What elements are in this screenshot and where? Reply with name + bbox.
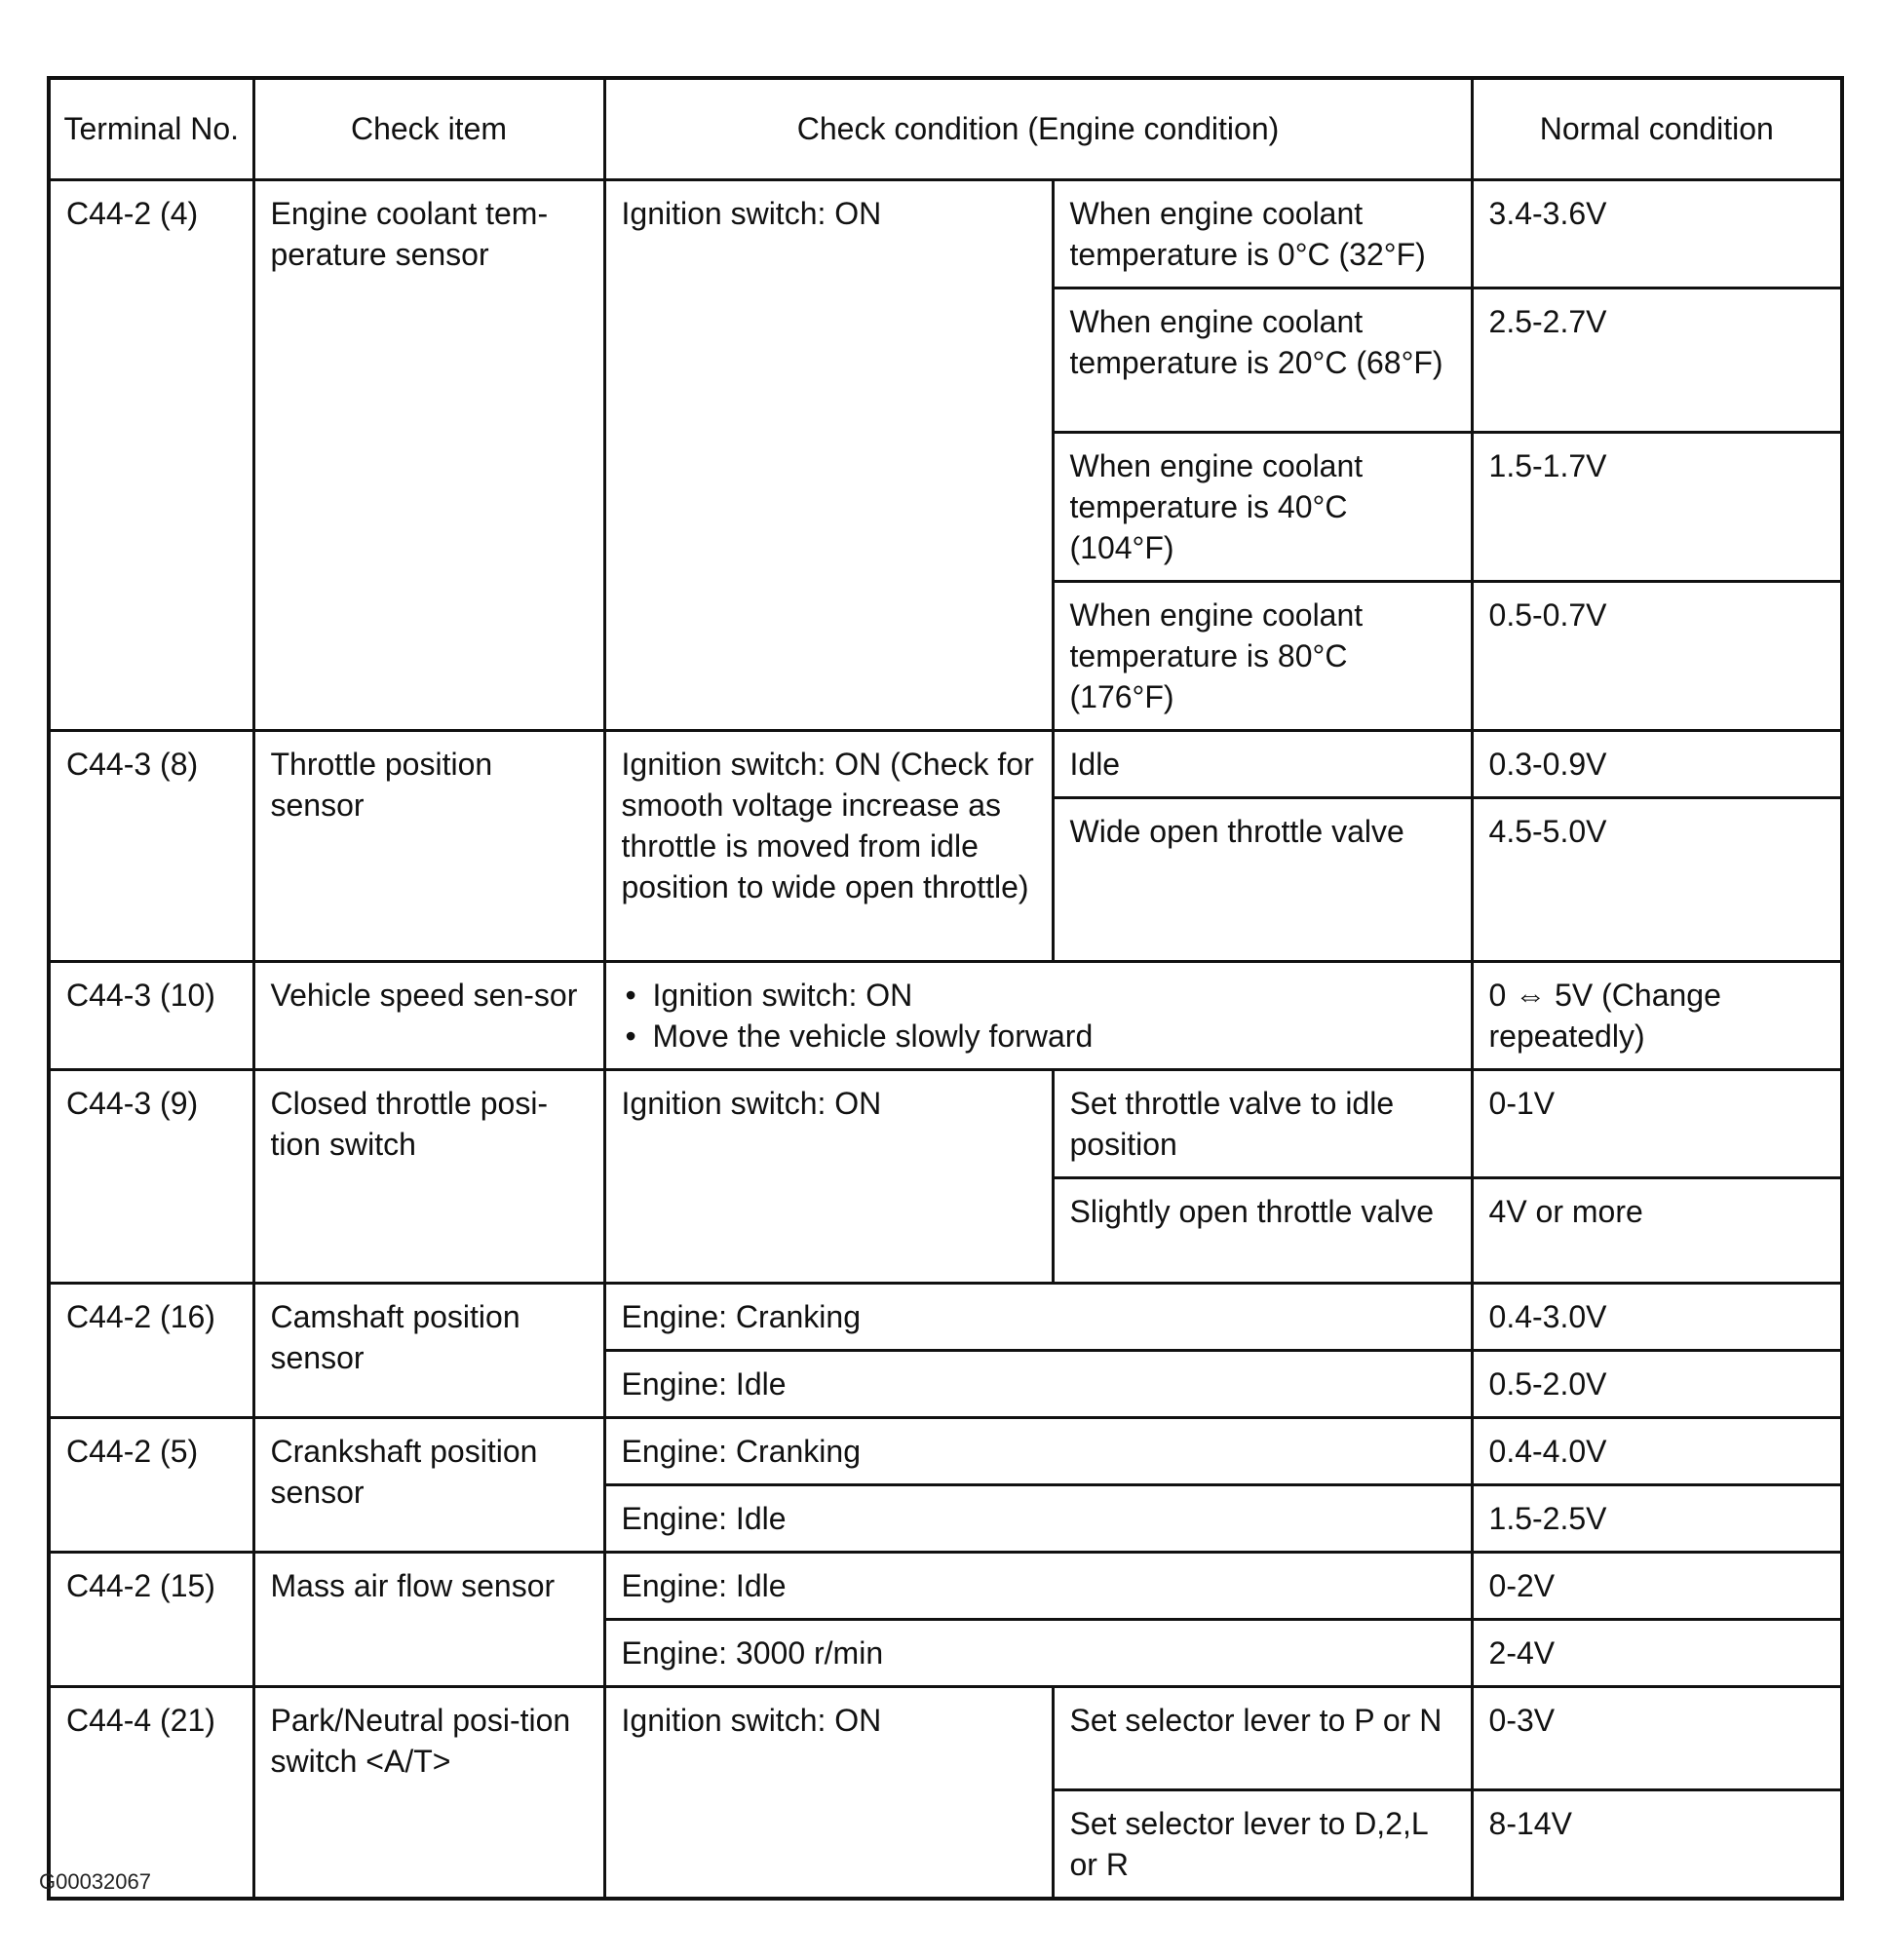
header-check-condition: Check condition (Engine condition): [604, 78, 1472, 179]
terminal-cell: C44-2 (16): [49, 1283, 253, 1417]
condition-detail-cell: Engine: 3000 r/min: [604, 1619, 1472, 1686]
condition-cell: Ignition switch: ON: [604, 1686, 1053, 1899]
check-item-cell: Park/Neutral posi-tion switch <A/T>: [253, 1686, 604, 1899]
normal-value-cell: 2-4V: [1472, 1619, 1842, 1686]
normal-value-cell: 0.3-0.9V: [1472, 730, 1842, 797]
bullet-item: • Ignition switch: ON: [653, 975, 1455, 1016]
terminal-cell: C44-3 (9): [49, 1069, 253, 1283]
condition-detail-cell: When engine coolant temperature is 0°C (32°F): [1053, 179, 1472, 288]
normal-value-cell: 8-14V: [1472, 1789, 1842, 1899]
condition-detail-cell: Engine: Idle: [604, 1350, 1472, 1417]
check-item-cell: Closed throttle posi-tion switch: [253, 1069, 604, 1283]
normal-value-cell: 0.5-2.0V: [1472, 1350, 1842, 1417]
normal-value-cell: 0 ⇔ 5V (Change repeatedly): [1472, 961, 1842, 1069]
normal-value-cell: 1.5-1.7V: [1472, 432, 1842, 581]
specification-table: [47, 76, 1844, 1901]
table-row: [49, 179, 1842, 288]
header-normal-condition: Normal condition: [1472, 78, 1842, 179]
table-row: [49, 1417, 1842, 1484]
condition-detail-cell: Wide open throttle valve: [1053, 797, 1472, 961]
check-item-cell: Mass air flow sensor: [253, 1552, 604, 1686]
normal-value-cell: 0.4-4.0V: [1472, 1417, 1842, 1484]
condition-detail-cell: When engine coolant temperature is 20°C (68°F): [1053, 288, 1472, 432]
normal-value-cell: 0-3V: [1472, 1686, 1842, 1789]
check-item-cell: Vehicle speed sen-sor: [253, 961, 604, 1069]
condition-cell: Ignition switch: ON (Check for smooth voltage increase as throttle is moved from idle position to wide open throttle): [604, 730, 1053, 961]
condition-detail-cell: Engine: Idle: [604, 1552, 1472, 1619]
normal-value-cell: 0-1V: [1472, 1069, 1842, 1177]
terminal-cell: C44-2 (15): [49, 1552, 253, 1686]
condition-detail-cell: Engine: Cranking: [604, 1417, 1472, 1484]
normal-value-cell: 4V or more: [1472, 1177, 1842, 1283]
normal-value-cell: 3.4-3.6V: [1472, 179, 1842, 288]
condition-cell: Ignition switch: ON: [604, 1069, 1053, 1283]
header-terminal-no: Terminal No.: [49, 78, 253, 179]
bullet-item: • Move the vehicle slowly forward: [653, 1016, 1455, 1057]
condition-bullet-list: [622, 975, 1455, 1057]
terminal-cell: C44-2 (4): [49, 179, 253, 730]
normal-value-cell: 0-2V: [1472, 1552, 1842, 1619]
table-row: [49, 1552, 1842, 1619]
condition-detail-cell: Engine: Idle: [604, 1484, 1472, 1552]
normal-value-cell: 1.5-2.5V: [1472, 1484, 1842, 1552]
check-item-cell: Crankshaft position sensor: [253, 1417, 604, 1552]
normal-value-cell: 2.5-2.7V: [1472, 288, 1842, 432]
terminal-cell: C44-4 (21): [49, 1686, 253, 1899]
normal-value-cell: 4.5-5.0V: [1472, 797, 1842, 961]
terminal-cell: C44-3 (10): [49, 961, 253, 1069]
condition-detail-cell: Idle: [1053, 730, 1472, 797]
condition-cell: [604, 961, 1472, 1069]
normal-value-cell: 0.4-3.0V: [1472, 1283, 1842, 1350]
normal-value-cell: 0.5-0.7V: [1472, 581, 1842, 730]
table-row: [49, 1283, 1842, 1350]
condition-detail-cell: Set throttle valve to idle position: [1053, 1069, 1472, 1177]
condition-detail-cell: Engine: Cranking: [604, 1283, 1472, 1350]
table-row: [49, 961, 1842, 1069]
condition-detail-cell: When engine coolant temperature is 40°C (104°F): [1053, 432, 1472, 581]
table-row: [49, 1069, 1842, 1177]
terminal-cell: C44-2 (5): [49, 1417, 253, 1552]
condition-detail-cell: When engine coolant temperature is 80°C (176°F): [1053, 581, 1472, 730]
table-row: [49, 730, 1842, 797]
check-item-cell: Engine coolant tem-perature sensor: [253, 179, 604, 730]
terminal-cell: C44-3 (8): [49, 730, 253, 961]
condition-detail-cell: Slightly open throttle valve: [1053, 1177, 1472, 1283]
figure-id-label: G00032067: [39, 1869, 151, 1894]
condition-cell: Ignition switch: ON: [604, 179, 1053, 730]
header-check-item: Check item: [253, 78, 604, 179]
header-row: [49, 78, 1842, 179]
condition-detail-cell: Set selector lever to D,2,L or R: [1053, 1789, 1472, 1899]
table-row: [49, 1686, 1842, 1789]
check-item-cell: Camshaft position sensor: [253, 1283, 604, 1417]
condition-detail-cell: Set selector lever to P or N: [1053, 1686, 1472, 1789]
check-item-cell: Throttle position sensor: [253, 730, 604, 961]
